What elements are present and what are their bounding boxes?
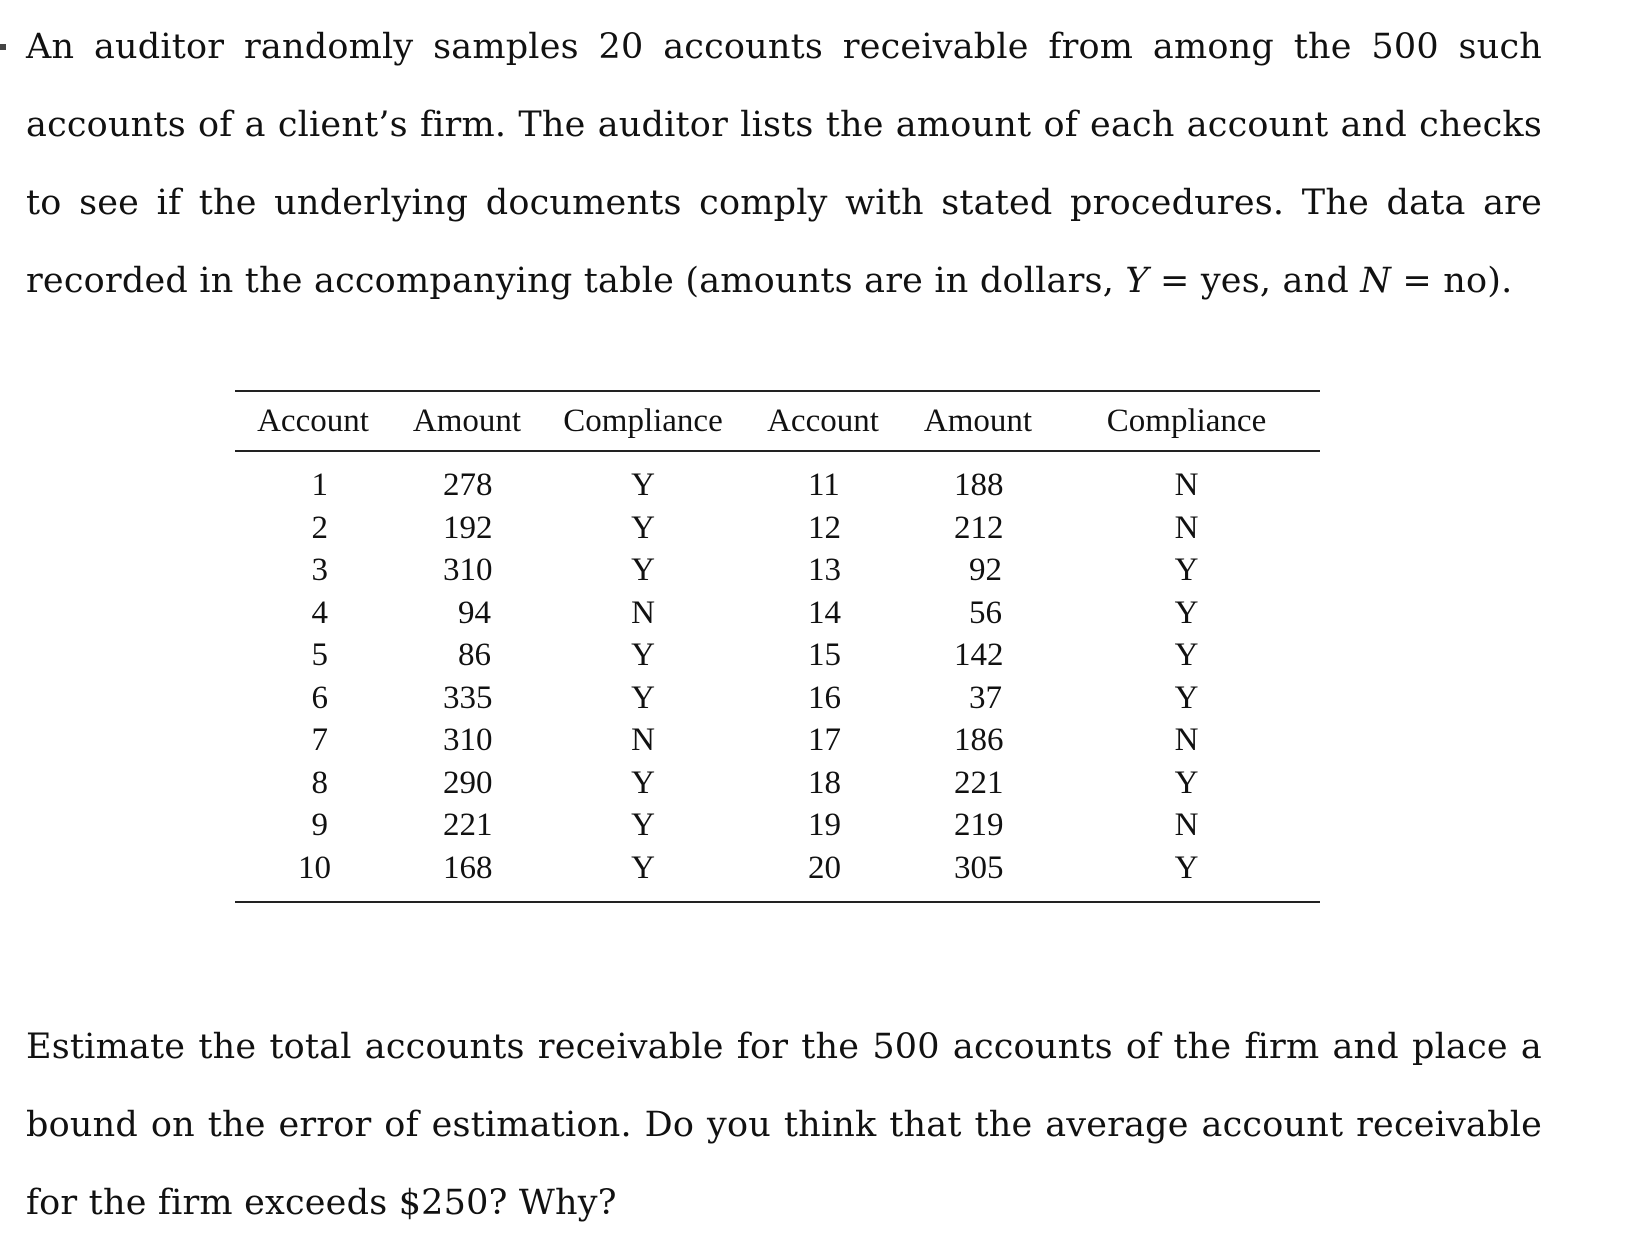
cell-account-left bbox=[235, 507, 391, 550]
table-row bbox=[235, 549, 1320, 592]
accounts-data-table bbox=[235, 392, 1320, 450]
cell-value: 8 bbox=[311, 764, 328, 801]
cell-value: Y bbox=[1174, 849, 1199, 886]
cell-value: Y bbox=[1174, 637, 1199, 673]
cell-value: N bbox=[631, 722, 655, 758]
cell-value: 18 bbox=[808, 764, 841, 801]
cell-compliance-right bbox=[1053, 592, 1320, 635]
cell-amount-left bbox=[391, 507, 543, 550]
cell-value: 16 bbox=[808, 679, 841, 716]
cell-value: N bbox=[631, 594, 655, 631]
cell-value: N bbox=[1174, 509, 1199, 546]
table-header-row bbox=[235, 392, 1320, 450]
cell-value: 290 bbox=[443, 764, 493, 801]
bullet-marker bbox=[0, 44, 6, 50]
cell-compliance-right bbox=[1053, 719, 1320, 762]
cell-value: 4 bbox=[311, 594, 328, 631]
cell-amount-left bbox=[391, 804, 543, 847]
cell-amount-right bbox=[903, 804, 1053, 847]
cell-value: 37 bbox=[969, 679, 1002, 716]
variable-y: Y bbox=[1125, 261, 1149, 301]
cell-amount-left bbox=[391, 719, 543, 762]
cell-value: Y bbox=[631, 764, 655, 801]
cell-amount-right bbox=[903, 507, 1053, 550]
cell-value: 212 bbox=[954, 509, 1004, 546]
cell-account-left bbox=[235, 847, 391, 902]
cell-value: Y bbox=[631, 509, 655, 546]
cell-value: 17 bbox=[808, 722, 841, 758]
cell-value: 15 bbox=[808, 637, 841, 673]
cell-value: 9 bbox=[311, 807, 328, 843]
cell-account-left bbox=[235, 592, 391, 635]
cell-value: 12 bbox=[808, 509, 841, 546]
cell-compliance-right bbox=[1053, 677, 1320, 720]
table-row bbox=[235, 507, 1320, 550]
cell-compliance-left bbox=[543, 677, 743, 720]
cell-value: Y bbox=[1174, 679, 1199, 716]
cell-compliance-right bbox=[1053, 634, 1320, 677]
cell-value: Y bbox=[631, 849, 655, 886]
cell-account-right bbox=[743, 677, 903, 720]
accounts-table bbox=[235, 390, 1320, 903]
cell-amount-left bbox=[391, 762, 543, 805]
problem-text: An auditor randomly samples 20 accounts receivable from among the 500 such accounts of a client’s firm. The auditor lists the amount of each account and checks to see if the underlying documents comply with stated procedures. The data are recorded in the accompanying table (amounts are in dollars, bbox=[26, 27, 1542, 301]
cell-value: 221 bbox=[443, 807, 493, 843]
table-row bbox=[235, 847, 1320, 902]
cell-value: 192 bbox=[443, 509, 493, 546]
question-text: Estimate the total accounts receivable for the 500 accounts of the firm and place a bound on the error of estimation. Do you think that the average account receivable for the firm exceeds $250? Why? bbox=[26, 1027, 1542, 1223]
cell-value: Y bbox=[631, 637, 655, 673]
cell-value: 20 bbox=[808, 849, 841, 886]
header-compliance-2: Compliance bbox=[1106, 402, 1267, 439]
table-row bbox=[235, 804, 1320, 847]
cell-value: 11 bbox=[808, 467, 840, 503]
cell-compliance-left bbox=[543, 507, 743, 550]
cell-compliance-left bbox=[543, 804, 743, 847]
cell-value: Y bbox=[631, 552, 655, 588]
cell-value: Y bbox=[1174, 764, 1199, 801]
cell-value: 5 bbox=[311, 637, 328, 673]
accounts-data-body bbox=[235, 452, 1320, 901]
cell-account-right bbox=[743, 507, 903, 550]
cell-account-right bbox=[743, 549, 903, 592]
header-account-1: Account bbox=[257, 402, 369, 439]
cell-compliance-right bbox=[1053, 804, 1320, 847]
cell-amount-right bbox=[903, 719, 1053, 762]
cell-account-right bbox=[743, 719, 903, 762]
cell-value: 335 bbox=[443, 679, 493, 716]
cell-value: 168 bbox=[443, 849, 493, 886]
cell-account-left bbox=[235, 762, 391, 805]
header-amount-1: Amount bbox=[412, 402, 522, 439]
cell-value: 2 bbox=[311, 509, 328, 546]
cell-value: N bbox=[1174, 722, 1199, 758]
cell-value: 6 bbox=[311, 679, 328, 716]
cell-account-left bbox=[235, 719, 391, 762]
cell-compliance-right bbox=[1053, 549, 1320, 592]
cell-amount-left bbox=[391, 847, 543, 902]
problem-statement bbox=[26, 8, 1542, 320]
cell-value: 92 bbox=[969, 552, 1002, 588]
cell-value: 188 bbox=[954, 467, 1004, 503]
cell-account-right bbox=[743, 804, 903, 847]
cell-account-left bbox=[235, 549, 391, 592]
cell-amount-left bbox=[391, 592, 543, 635]
cell-account-left bbox=[235, 634, 391, 677]
cell-compliance-right bbox=[1053, 847, 1320, 902]
cell-account-right bbox=[743, 762, 903, 805]
cell-account-left bbox=[235, 452, 391, 507]
cell-amount-right bbox=[903, 677, 1053, 720]
cell-value: Y bbox=[631, 807, 655, 843]
cell-value: 10 bbox=[298, 849, 331, 886]
table-row bbox=[235, 634, 1320, 677]
cell-amount-right bbox=[903, 847, 1053, 902]
cell-value: 221 bbox=[954, 764, 1004, 801]
cell-value: 14 bbox=[808, 594, 841, 631]
cell-value: 219 bbox=[954, 807, 1004, 843]
cell-compliance-right bbox=[1053, 452, 1320, 507]
cell-value: 86 bbox=[458, 637, 491, 673]
table-bottom-rule bbox=[235, 901, 1320, 903]
header-amount-2: Amount bbox=[923, 402, 1033, 439]
cell-compliance-right bbox=[1053, 762, 1320, 805]
cell-value: 19 bbox=[808, 807, 841, 843]
cell-account-left bbox=[235, 804, 391, 847]
cell-value: 305 bbox=[954, 849, 1004, 886]
cell-compliance-right bbox=[1053, 507, 1320, 550]
cell-value: 3 bbox=[311, 552, 328, 588]
cell-compliance-left bbox=[543, 592, 743, 635]
cell-value: N bbox=[1174, 807, 1199, 843]
cell-amount-right bbox=[903, 634, 1053, 677]
cell-value: 94 bbox=[458, 594, 491, 631]
cell-value: 186 bbox=[954, 722, 1004, 758]
table-row bbox=[235, 762, 1320, 805]
cell-value: Y bbox=[631, 679, 655, 716]
cell-value: 13 bbox=[808, 552, 841, 588]
cell-amount-left bbox=[391, 634, 543, 677]
header-compliance-1: Compliance bbox=[563, 402, 723, 439]
cell-value: 310 bbox=[443, 552, 493, 588]
cell-value: Y bbox=[1174, 552, 1199, 588]
cell-value: 142 bbox=[954, 637, 1004, 673]
table-row bbox=[235, 677, 1320, 720]
cell-amount-right bbox=[903, 592, 1053, 635]
cell-compliance-left bbox=[543, 634, 743, 677]
cell-amount-left bbox=[391, 452, 543, 507]
cell-value: 56 bbox=[969, 594, 1002, 631]
cell-amount-left bbox=[391, 677, 543, 720]
cell-amount-right bbox=[903, 549, 1053, 592]
cell-account-right bbox=[743, 592, 903, 635]
header-account-2: Account bbox=[767, 402, 879, 439]
cell-amount-left bbox=[391, 549, 543, 592]
cell-value: 7 bbox=[311, 722, 328, 758]
table-row bbox=[235, 592, 1320, 635]
cell-value: Y bbox=[631, 467, 655, 503]
cell-compliance-left bbox=[543, 452, 743, 507]
cell-amount-right bbox=[903, 762, 1053, 805]
cell-value: N bbox=[1174, 467, 1199, 503]
cell-account-right bbox=[743, 452, 903, 507]
cell-value: 310 bbox=[443, 722, 493, 758]
cell-account-right bbox=[743, 847, 903, 902]
cell-value: 1 bbox=[311, 467, 328, 503]
cell-compliance-left bbox=[543, 549, 743, 592]
variable-n: N bbox=[1360, 261, 1392, 301]
cell-account-right bbox=[743, 634, 903, 677]
cell-account-left bbox=[235, 677, 391, 720]
cell-amount-right bbox=[903, 452, 1053, 507]
cell-value: Y bbox=[1174, 594, 1199, 631]
equals-no-text: = no). bbox=[1391, 261, 1513, 301]
cell-compliance-left bbox=[543, 719, 743, 762]
equals-yes-text: = yes, and bbox=[1148, 261, 1361, 301]
cell-compliance-left bbox=[543, 762, 743, 805]
cell-value: 278 bbox=[443, 467, 493, 503]
cell-compliance-left bbox=[543, 847, 743, 902]
table-row bbox=[235, 452, 1320, 507]
table-row bbox=[235, 719, 1320, 762]
